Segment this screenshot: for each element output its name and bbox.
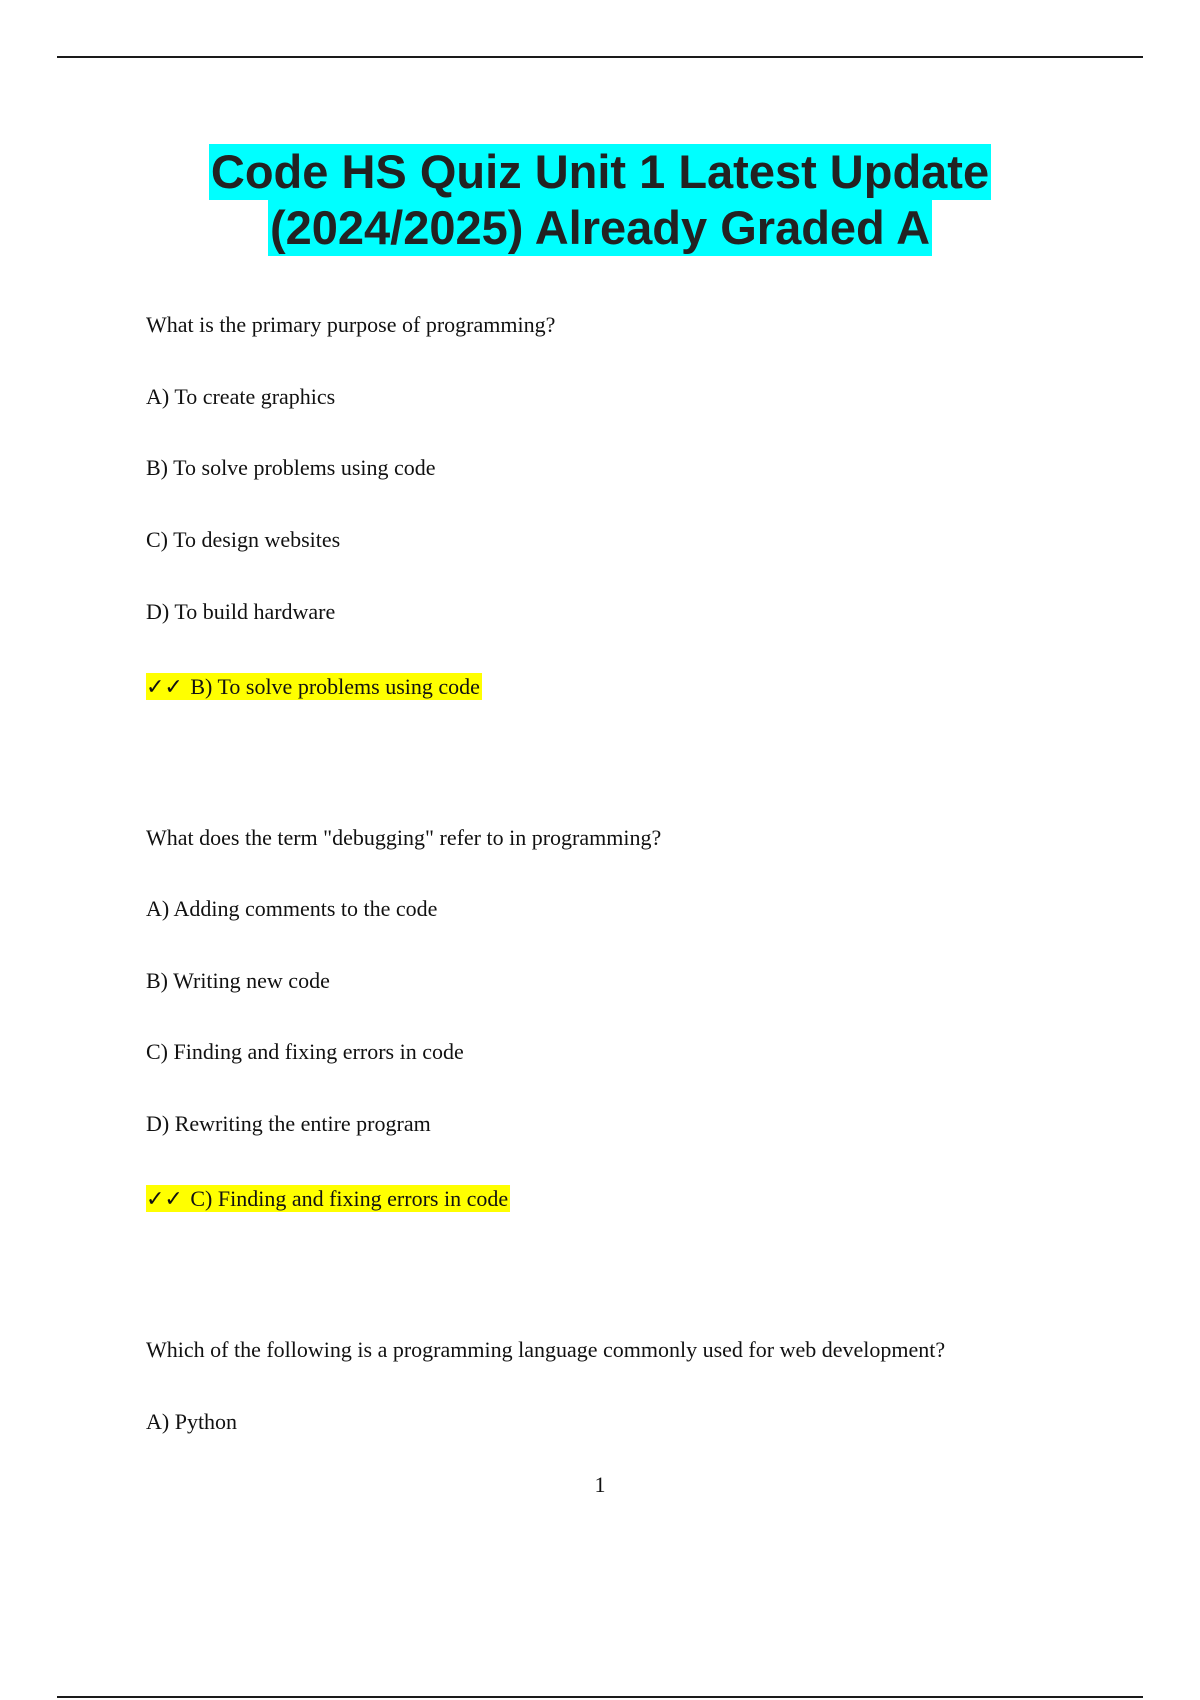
question-1-option-d: D) To build hardware xyxy=(146,599,336,624)
question-1-option-c: C) To design websites xyxy=(146,527,341,552)
document-title xyxy=(0,144,1200,256)
question-1-option-a: A) To create graphics xyxy=(146,384,336,409)
answer-text: C) Finding and fixing errors in code xyxy=(190,1186,509,1211)
question-3-text: Which of the following is a programming language commonly used for web development? xyxy=(146,1337,946,1362)
question-3-option-a: A) Python xyxy=(146,1409,238,1434)
question-2-option-a: A) Adding comments to the code xyxy=(146,896,438,921)
question-1-option-b: B) To solve problems using code xyxy=(146,455,436,480)
answer-text: B) To solve problems using code xyxy=(190,674,480,699)
question-2-text: What does the term "debugging" refer to in programming? xyxy=(146,825,662,850)
double-check-icon: ✓✓ xyxy=(146,675,183,700)
question-2-option-d: D) Rewriting the entire program xyxy=(146,1111,431,1136)
answer-highlight xyxy=(146,1185,510,1212)
title-line-2: (2024/2025) Already Graded A xyxy=(269,201,931,254)
question-1-answer xyxy=(146,673,482,702)
title-line-1: Code HS Quiz Unit 1 Latest Update xyxy=(210,145,990,198)
top-rule xyxy=(57,56,1143,58)
double-check-icon: ✓✓ xyxy=(146,1187,183,1212)
bottom-rule xyxy=(57,1696,1143,1698)
question-2-option-c: C) Finding and fixing errors in code xyxy=(146,1039,464,1064)
answer-highlight xyxy=(146,673,482,700)
question-2-option-b: B) Writing new code xyxy=(146,968,330,993)
page-number: 1 xyxy=(594,1472,606,1497)
question-1-text: What is the primary purpose of programming? xyxy=(146,312,556,337)
question-2-answer xyxy=(146,1185,510,1214)
